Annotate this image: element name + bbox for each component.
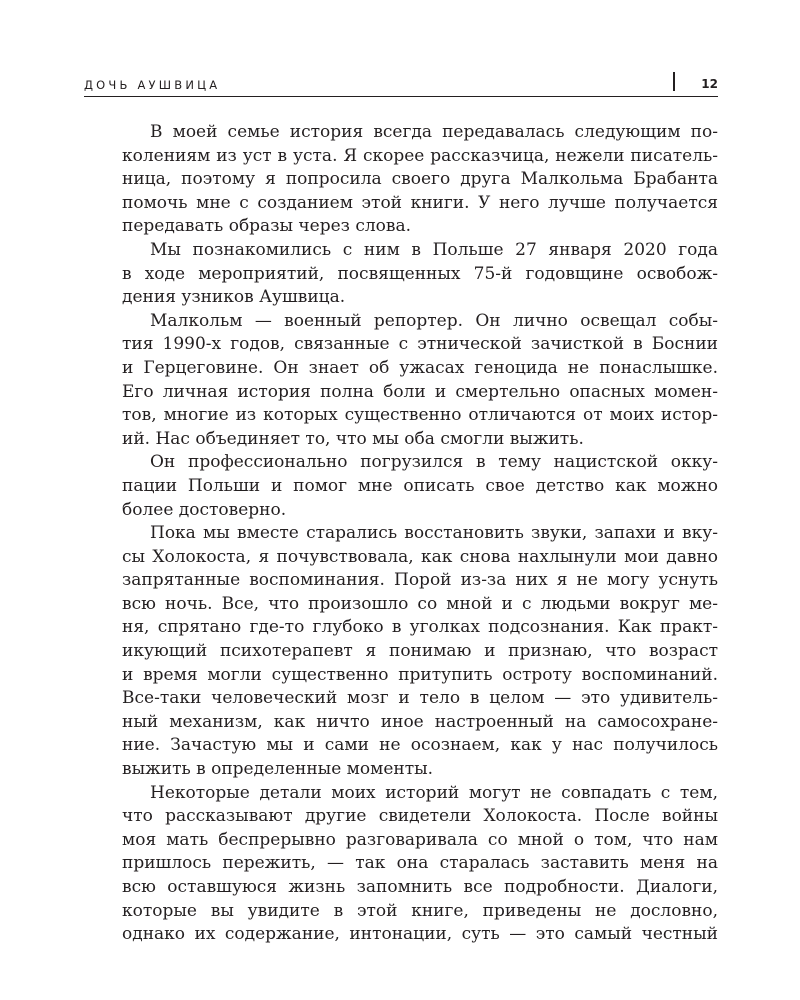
paragraph — [122, 451, 718, 522]
text-line: пации Польши и помог мне описать свое детство как можно — [122, 475, 718, 496]
paragraph — [122, 782, 718, 947]
text-line: ий. Нас объединяет то, что мы оба смогли выжить. — [122, 428, 584, 449]
text-line: и Герцеговине. Он знает об ужасах геноцида не понаслышке. — [122, 357, 718, 378]
text-line: всю оставшуюся жизнь запомнить все подробности. Диалоги, — [122, 877, 718, 897]
text-line: более достоверно. — [122, 499, 287, 520]
text-line: ный механизм, как ничто иное настроенный на самосохране- — [122, 711, 718, 732]
text-line: тия 1990-х годов, связанные с этнической зачисткой в Боснии — [122, 334, 718, 355]
text-line: и время могли существенно притупить остроту воспоминаний. — [122, 664, 718, 685]
text-line: моя мать беспрерывно разговаривала со мной о том, что нам — [122, 829, 718, 850]
text-line: Малкольм — военный репортер. Он лично освещал собы- — [150, 310, 718, 331]
running-head — [84, 72, 718, 98]
text-line: ница, поэтому я попросила своего друга Малкольма Брабанта — [122, 169, 718, 190]
text-line: ня, спрятано где-то глубоко в уголках подсознания. Как практ- — [122, 617, 718, 638]
text-line: однако их содержание, интонации, суть — это самый честный — [122, 924, 718, 945]
text-line: Пока мы вместе старались восстановить звуки, запахи и вку- — [150, 523, 718, 544]
text-line: которые вы увидите в этой книге, приведены не дословно, — [122, 900, 718, 921]
text-line: Он профессионально погрузился в тему нацистской окку- — [150, 452, 718, 473]
paragraph — [122, 239, 718, 310]
book-title: ДОЧЬ АУШВИЦА — [84, 78, 221, 92]
text-line: в ходе мероприятий, посвященных 75-й годовщине освобож- — [122, 263, 718, 284]
text-line: всю ночь. Все, что произошло со мной и с людьми вокруг ме- — [122, 593, 718, 614]
paragraph — [122, 310, 718, 452]
text-line: что рассказывают другие свидетели Холокоста. После войны — [122, 806, 718, 827]
text-line: сы Холокоста, я почувствовала, как снова нахлынули мои давно — [122, 546, 718, 567]
text-line: Некоторые детали моих историй могут не совпадать с тем, — [150, 782, 718, 803]
text-line: икующий психотерапевт я понимаю и признаю, что возраст — [122, 641, 718, 662]
paragraph — [122, 121, 718, 239]
text-line: дения узников Аушвица. — [122, 287, 346, 308]
text-line: тов, многие из которых существенно отличаются от моих истор- — [122, 405, 718, 426]
header-rule — [84, 96, 718, 97]
page-number: 12 — [701, 77, 718, 91]
text-line: колениям из уст в уста. Я скорее рассказчица, нежели писатель- — [122, 145, 718, 166]
paragraph — [122, 522, 718, 782]
header-divider — [673, 72, 675, 91]
text-line: помочь мне с созданием этой книги. У него лучше получается — [122, 192, 718, 213]
text-line: Его личная история полна боли и смертельно опасных момен- — [122, 381, 718, 402]
text-line: пришлось пережить, — так она старалась заставить меня на — [122, 853, 718, 874]
text-line: выжить в определенные моменты. — [122, 759, 434, 780]
body-text — [122, 121, 718, 947]
text-line: В моей семье история всегда передавалась следующим по- — [150, 122, 718, 142]
text-line: Мы познакомились с ним в Польше 27 января 2020 года — [150, 239, 718, 260]
text-line: ние. Зачастую мы и сами не осознаем, как у нас получилось — [122, 735, 718, 756]
text-line: передавать образы через слова. — [122, 216, 411, 237]
text-line: запрятанные воспоминания. Порой из-за них я не могу уснуть — [122, 570, 718, 591]
text-line: Все-таки человеческий мозг и тело в целом — это удивитель- — [122, 688, 718, 709]
